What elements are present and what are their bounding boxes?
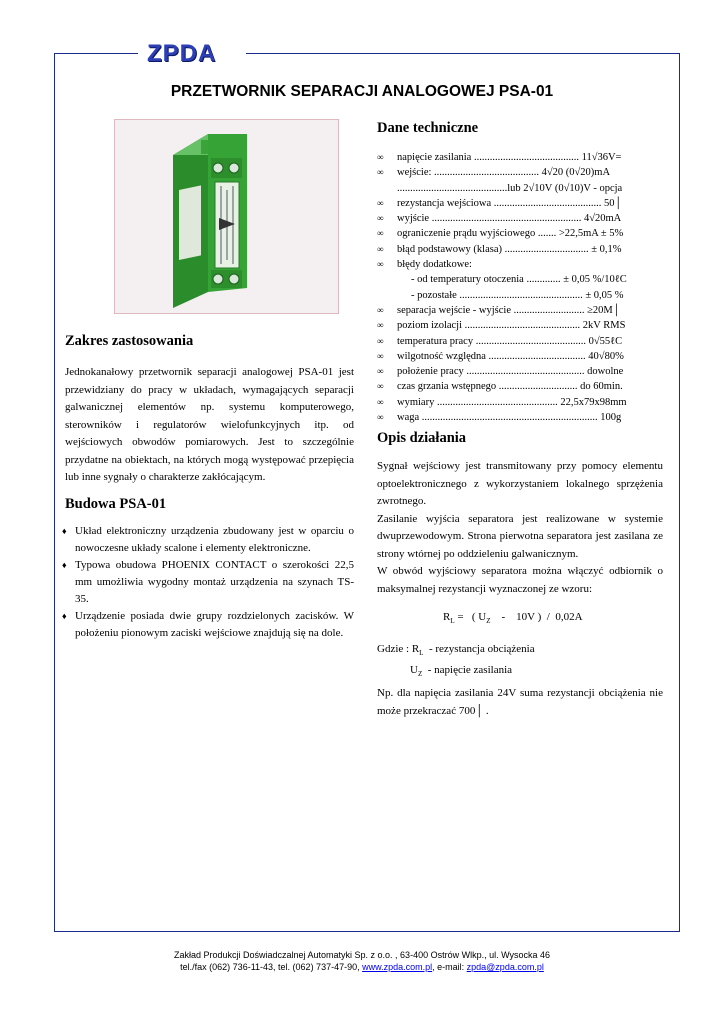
- list-item: ♦ Układ elektroniczny urządzenia zbudowany jest w oparciu o nowoczesne układy scalone i elementy elektroniczne.: [62, 523, 354, 557]
- budowa-list: [62, 523, 354, 642]
- spec-text: waga ................................................................... 100g: [397, 412, 622, 424]
- page-title: PRZETWORNIK SEPARACJI ANALOGOWEJ PSA-01: [170, 83, 554, 100]
- gdzie-sub-l: L: [419, 649, 424, 658]
- spec-text: wymiary .............................................. 22,5x79x98mm: [397, 396, 627, 408]
- spec-row: [377, 226, 663, 241]
- infinity-bullet-icon: ∞: [377, 213, 384, 224]
- formula-legend: [377, 641, 535, 683]
- list-item: ♦ Typowa obudowa PHOENIX CONTACT o szerokości 22,5 mm umożliwia wygodny montaż urządzenia na szynach TS-35.: [62, 557, 354, 608]
- opis-text: [377, 458, 663, 598]
- infinity-bullet-icon: ∞: [377, 197, 384, 208]
- formula-sub-l: L: [450, 617, 455, 626]
- spec-text: ograniczenie prądu wyjściowego ....... >22,5mA ± 5%: [397, 228, 624, 240]
- spec-row: [377, 196, 663, 211]
- spec-text: wilgotność względna ..................................... 40√80%: [397, 350, 624, 362]
- example-text: [377, 685, 663, 720]
- spec-row: [377, 410, 663, 425]
- spec-row: [377, 395, 663, 410]
- spec-text: błąd podstawowy (klasa) ................................ ± 0,1%: [397, 243, 622, 255]
- opis-paragraph-1: Sygnał wejściowy jest transmitowany przy pomocy elementu optoelektronicznego z wykorzystaniem lokalnego sprzężenia zwrotnego.: [377, 460, 663, 507]
- opis-paragraph-3: W obwód wyjściowy separatora można włączyć odbiornik o maksymalnej rezystancji wyznaczonej ze wzoru:: [377, 565, 663, 595]
- spec-row: [377, 257, 663, 272]
- spec-text: czas grzania wstępnego .............................. do 60min.: [397, 381, 623, 393]
- infinity-bullet-icon: ∞: [377, 366, 384, 377]
- resistance-formula: [443, 611, 583, 625]
- formula-sub-z: Z: [486, 617, 491, 626]
- spec-row: [377, 288, 663, 303]
- infinity-bullet-icon: ∞: [377, 228, 384, 239]
- spec-text: - od temperatury otoczenia ............. ± 0,05 %/10ℓC: [411, 274, 627, 286]
- spec-row: [377, 165, 663, 180]
- spec-row: [377, 379, 663, 394]
- email-link[interactable]: zpda@zpda.com.pl: [466, 962, 544, 972]
- formula-post: - 10V ) / 0,02A: [490, 611, 583, 623]
- infinity-bullet-icon: ∞: [377, 152, 384, 162]
- din-rail-module-illustration: [115, 120, 338, 313]
- spec-row: [377, 181, 663, 196]
- spec-list: [377, 150, 663, 425]
- spec-text: temperatura pracy .......................................... 0√55ℓC: [397, 335, 623, 347]
- spec-row: [377, 303, 663, 318]
- footer-email-label: , e-mail:: [432, 962, 467, 972]
- spec-row: [377, 349, 663, 364]
- zakres-heading: Zakres zastosowania: [65, 333, 194, 349]
- spec-row: [377, 318, 663, 333]
- spec-text: napięcie zasilania ........................................ 11√36V=: [397, 152, 622, 163]
- infinity-bullet-icon: ∞: [377, 381, 384, 392]
- spec-text: rezystancja wejściowa ......................................... 50│: [397, 197, 622, 209]
- gdzie-text-2: - napięcie zasilania: [422, 664, 513, 677]
- footer-contact: [0, 961, 724, 973]
- opis-paragraph-2: Zasilanie wyjścia separatora jest realizowane w systemie dwuprzewodowym. Strona pierwotna separatora jest zasilana ze strony wtórnej po oddzieleniu galwanicznym.: [377, 512, 663, 560]
- infinity-bullet-icon: ∞: [377, 320, 384, 331]
- spec-text: błędy dodatkowe:: [397, 259, 472, 271]
- opis-heading: Opis działania: [377, 430, 467, 446]
- spec-row: [377, 242, 663, 257]
- formula-mid: = ( U: [454, 611, 487, 623]
- budowa-heading: Budowa PSA-01: [65, 496, 167, 512]
- infinity-bullet-icon: ∞: [377, 412, 384, 423]
- footer: [0, 949, 724, 973]
- gdzie-label: Gdzie : R: [377, 643, 420, 655]
- example-paragraph: Np. dla napięcia zasilania 24V suma rezystancji obciążenia nie może przekraczać 700│ .: [377, 687, 663, 717]
- footer-phone: tel./fax (062) 736-11-43, tel. (062) 737-47-90,: [180, 962, 363, 972]
- zakres-paragraph: Jednokanałowy przetwornik separacji analogowej PSA-01 jest przewidziany do pracy w układach, wymagających separacji galwanicznej elementów np. systemu komputerowego, sterowników i regulatorów wielofunkcyjnych itp. od wejściowych obwodów pomiarowych. Jest to szczególnie przydatne na obiektach, na których mogą występować przepięcia lub inne sygnały o charakterze zakłócającym.: [65, 366, 354, 483]
- spec-row: [377, 272, 663, 287]
- spec-text: - pozostałe ............................................... ± 0,05 %: [411, 289, 624, 301]
- spec-text: położenie pracy ............................................. dowolne: [397, 366, 624, 378]
- infinity-bullet-icon: ∞: [377, 350, 384, 361]
- infinity-bullet-icon: ∞: [377, 243, 384, 254]
- gdzie-label-2: U: [377, 664, 418, 677]
- spec-row: [377, 211, 663, 226]
- spec-text: wyjście ......................................................... 4√20mA: [397, 213, 622, 225]
- spec-text: ..........................................lub 2√10V (0√10)V - opcja: [397, 182, 623, 194]
- footer-address: Zakład Produkcji Doświadczalnej Automatyki Sp. z o.o. , 63-400 Ostrów Wlkp., ul. Wysocka 46: [173, 950, 551, 960]
- infinity-bullet-icon: ∞: [377, 396, 384, 407]
- spec-row: [377, 334, 663, 349]
- spec-text: poziom izolacji ............................................ 2kV RMS: [397, 320, 626, 332]
- spec-text: wejście: ........................................ 4√20 (0√20)mA: [397, 167, 611, 179]
- zakres-text: [65, 364, 354, 487]
- zpda-logo: ZPDA: [147, 40, 217, 67]
- infinity-bullet-icon: ∞: [377, 304, 384, 315]
- dane-heading: Dane techniczne: [377, 120, 479, 136]
- spec-row: [377, 364, 663, 379]
- infinity-bullet-icon: ∞: [377, 167, 384, 178]
- list-item: ♦ Urządzenie posiada dwie grupy rozdzielonych zacisków. W położeniu pionowym zaciski wejściowe znajdują się na dole.: [62, 608, 354, 642]
- gdzie-text-1: - rezystancja obciążenia: [423, 643, 535, 655]
- formula-r: R: [443, 611, 451, 623]
- infinity-bullet-icon: ∞: [377, 259, 384, 270]
- infinity-bullet-icon: ∞: [377, 335, 384, 346]
- spec-row: [377, 150, 663, 165]
- gdzie-sub-z: Z: [417, 670, 423, 679]
- spec-text: separacja wejście - wyjście ........................... ≥20M│: [397, 304, 621, 316]
- website-link[interactable]: www.zpda.com.pl: [362, 962, 433, 972]
- device-photo: [114, 119, 339, 314]
